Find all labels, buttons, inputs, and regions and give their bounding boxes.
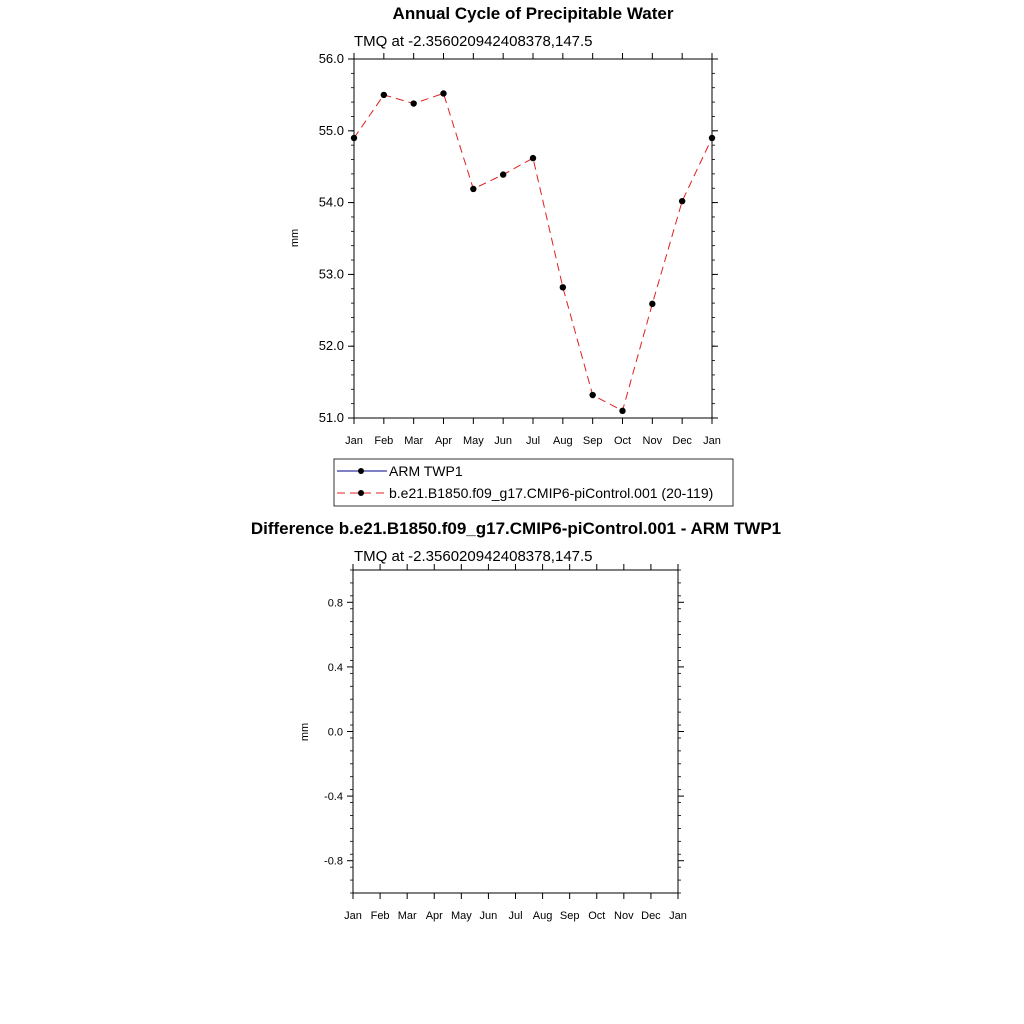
y-axis-label: mm	[289, 228, 301, 248]
legend-marker-model	[358, 490, 364, 496]
chart-title: Annual Cycle of Precipitable Water	[392, 4, 674, 23]
chart-subtitle: TMQ at -2.356020942408378,147.5	[354, 33, 593, 50]
y-tick-label: 0.8	[327, 597, 343, 610]
x-tick-label: Dec	[672, 435, 692, 447]
x-tick-label: Jan	[703, 435, 721, 447]
y-axis-ticks	[319, 51, 718, 425]
x-axis-ticks	[345, 53, 721, 447]
data-point	[500, 171, 506, 177]
x-tick-label: Jan	[669, 910, 687, 922]
y-tick-label: -0.4	[324, 791, 343, 804]
data-point	[560, 284, 566, 290]
x-tick-label: Jul	[525, 435, 541, 447]
data-point	[649, 301, 655, 307]
y-tick-label: 54.0	[318, 194, 344, 210]
y-tick-label: 52.0	[318, 338, 344, 354]
difference-x-axis-ticks	[344, 564, 687, 922]
y-tick-label: 51.0	[318, 410, 344, 425]
x-tick-label: Nov	[614, 910, 634, 922]
x-tick-label: Mar	[404, 435, 424, 447]
data-point	[440, 90, 446, 96]
legend-label-arm: ARM TWP1	[389, 463, 463, 479]
x-tick-label: Nov	[642, 435, 663, 447]
x-tick-label: May	[462, 435, 484, 447]
y-tick-label: 0.0	[327, 726, 343, 739]
plot-frame	[354, 59, 712, 418]
x-tick-label: May	[450, 910, 472, 922]
data-point	[589, 392, 595, 398]
data-point	[351, 135, 357, 141]
x-tick-label: Jul	[508, 910, 523, 922]
annual-cycle-chart	[289, 4, 733, 506]
data-point	[530, 155, 536, 161]
difference-y-axis-ticks	[324, 570, 684, 893]
x-tick-label: Jan	[345, 435, 363, 447]
difference-title: Difference b.e21.B1850.f09_g17.CMIP6-piControl.001 - ARM TWP1	[250, 519, 782, 538]
x-tick-label: Jun	[479, 910, 498, 922]
x-tick-label: Mar	[397, 910, 417, 922]
data-point	[470, 186, 476, 192]
x-tick-label: Oct	[613, 435, 632, 447]
data-point	[410, 100, 416, 106]
legend-marker-arm	[358, 468, 364, 474]
series-line	[354, 93, 712, 410]
x-tick-label: Aug	[553, 435, 573, 447]
legend-label-model: b.e21.B1850.f09_g17.CMIP6-piControl.001 (20-119)	[389, 485, 714, 501]
x-tick-label: Jun	[494, 435, 513, 447]
y-tick-label: 53.0	[318, 266, 344, 282]
difference-plot-frame	[353, 570, 678, 893]
y-tick-label: 0.4	[327, 661, 343, 674]
y-tick-label: -0.8	[324, 855, 343, 868]
x-tick-label: Apr	[425, 910, 443, 922]
y-tick-label: 56.0	[318, 51, 344, 66]
difference-y-axis-label: mm	[299, 722, 311, 742]
x-tick-label: Dec	[641, 910, 661, 922]
x-tick-label: Oct	[588, 910, 606, 922]
x-tick-label: Jan	[344, 910, 362, 922]
legend	[334, 459, 733, 506]
x-tick-label: Sep	[559, 910, 580, 922]
x-tick-label: Aug	[532, 910, 553, 922]
x-tick-label: Feb	[374, 435, 394, 447]
series-group	[351, 90, 715, 414]
data-point	[679, 198, 685, 204]
x-tick-label: Sep	[582, 435, 603, 447]
x-tick-label: Feb	[370, 910, 390, 922]
data-point	[619, 408, 625, 414]
x-tick-label: Apr	[434, 435, 453, 447]
data-point	[709, 135, 715, 141]
data-point	[381, 92, 387, 98]
y-tick-label: 55.0	[318, 122, 344, 138]
difference-chart	[251, 519, 781, 922]
difference-subtitle: TMQ at -2.356020942408378,147.5	[354, 548, 593, 565]
